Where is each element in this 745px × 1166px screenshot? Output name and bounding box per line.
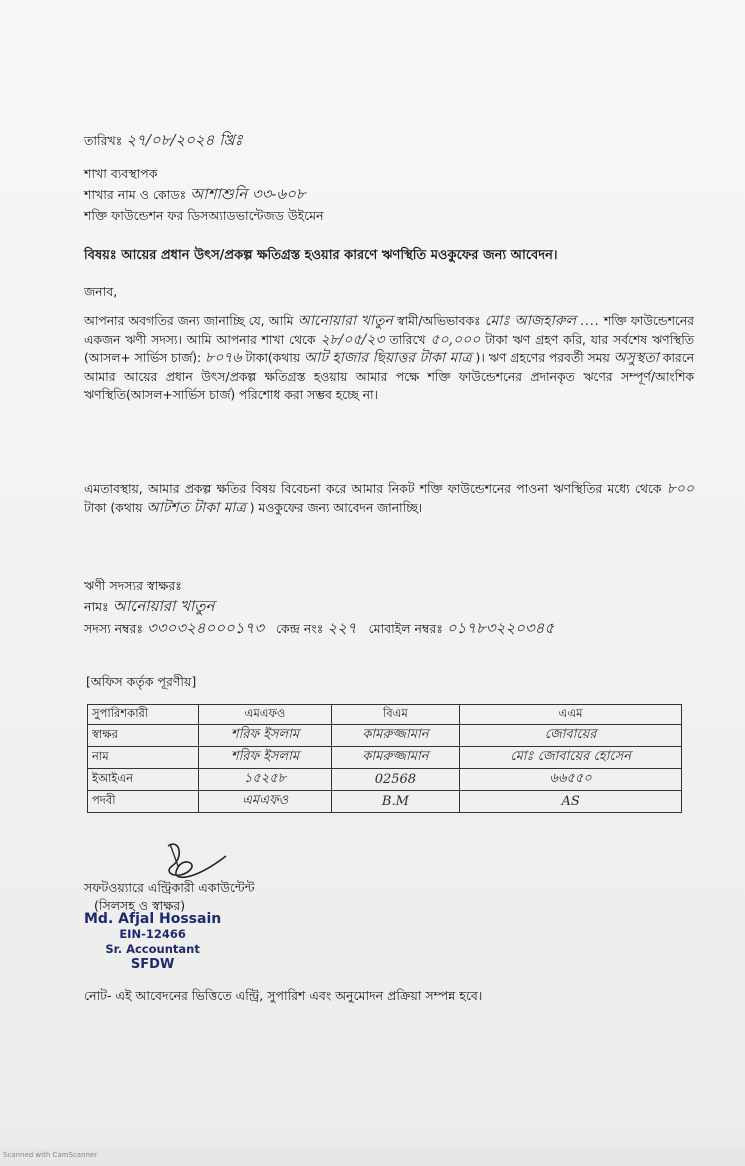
para1-text-6: টাকা(কথায় — [245, 351, 301, 365]
table-cell: কামরুজ্জামান — [331, 747, 460, 769]
member-name-handwritten: আনোয়ারা খাতুন — [297, 313, 393, 329]
para2-text-3: ) মওকুফের জন্য আবেদন জানাচ্ছি। — [249, 500, 423, 515]
table-cell: স্বাক্ষর — [88, 725, 199, 747]
accountant-stamp — [84, 912, 221, 972]
para1-text-7: )। ঋণ গ্রহণের পরবর্তী সময় — [475, 351, 610, 365]
branch-value: আশাশুনি ৩৩-৬০৮ — [190, 185, 306, 203]
table-cell: মোঃ জোবায়ের হোসেন — [460, 747, 682, 769]
table-cell: জোবায়ের — [460, 725, 682, 747]
waive-words-handwritten: আটশত টাকা মাত্র — [146, 499, 246, 516]
accountant-signature — [150, 836, 230, 886]
para1-text-5: টাকা ঋণ গ্রহণ করি, যার সর্বশেষ ঋণস্থিতি (আসল+ সার্ভিস চার্জ): — [84, 332, 694, 365]
stamp-designation: Sr. Accountant — [105, 942, 200, 956]
para2-text-2: টাকা (কথায় — [84, 500, 143, 515]
footer-note: নোট- এই আবেদনের ভিত্তিতে এন্ট্রি, সুপারিশ এবং অনুমোদন প্রক্রিয়া সম্পন্ন হবে। — [84, 988, 483, 1003]
table-cell: AS — [460, 791, 682, 813]
table-cell: ইআইএন — [88, 769, 199, 791]
subject-line: বিষয়ঃ আয়ের প্রধান উৎস/প্রকল্প ক্ষতিগ্রস্ত হওয়ার কারণে ঋণস্থিতি মওকুফের জন্য আবেদন। — [84, 248, 558, 263]
table-header-cell: এএম — [460, 705, 682, 725]
guardian-name-handwritten: মোঃ আজহারুল — [484, 313, 576, 329]
para2-text-1: এমতাবস্থায়, আমার প্রকল্প ক্ষতির বিষয় বিবেচনা করে আমার নিকট শক্তি ফাউন্ডেশনের পাওনা ঋণস্থিতির মধ্যে থেকে — [84, 482, 662, 496]
office-note: [অফিস কর্তৃক পূরণীয়] — [86, 674, 197, 689]
scanner-footer-bar — [0, 1148, 745, 1166]
table-cell: পদবী — [88, 791, 199, 813]
mobile-label: মোবাইল নম্বরঃ — [368, 621, 443, 636]
stamp-ein: EIN-12466 — [119, 927, 186, 941]
scanner-watermark: Scanned with CamScanner — [3, 1151, 98, 1159]
paragraph-2 — [84, 480, 694, 517]
para1-text-8: কারনে আমার আয়ের প্রধান উৎস/প্রকল্প ক্ষতিগ্রস্ত হওয়ায় আমার পক্ষে শক্তি ফাউন্ডেশনের প্রদানকৃত ঋণের সম্পূর্ণ/আংশিক ঋণস্থিতি(আসল+সার্ভিস চার্জ) পরিশোধ করা সম্ভব হচ্ছে না। — [84, 351, 694, 402]
table-header-cell: সুপারিশকারী — [88, 705, 199, 725]
table-cell: ৬৬৫৫০ — [460, 769, 682, 791]
loan-date-handwritten: ২৮/০৫/২৩ — [320, 331, 385, 348]
table-cell: শরিফ ইসলাম — [199, 747, 331, 769]
center-label: কেন্দ্র নংঃ — [275, 621, 324, 636]
member-no-value: ৩৩০৩২৪০০০১৭৩ — [147, 619, 265, 637]
reason-handwritten: অসুস্থতা — [613, 350, 659, 366]
branch-line — [84, 186, 306, 203]
table-cell: ১৫২৫৮ — [199, 769, 331, 791]
waive-amount-handwritten: ৮০০ — [666, 481, 694, 497]
table-cell: কামরুজ্জামান — [331, 725, 460, 747]
table-row — [88, 769, 682, 791]
accountant-seal-note: (সিলসহ ও স্বাক্ষর) — [94, 898, 186, 913]
table-cell: শরিফ ইসলাম — [199, 725, 331, 747]
date-line — [84, 132, 243, 149]
accountant-title: সফটওয়্যারে এন্ট্রিকারী একাউন্টেন্ট — [84, 880, 255, 895]
table-header-cell: এমএফও — [199, 705, 331, 725]
balance-words-handwritten: আট হাজার ছিয়াত্তর টাকা মাত্র — [303, 350, 472, 366]
table-header-row — [88, 705, 682, 725]
member-sign-label: ঋণী সদস্যর স্বাক্ষরঃ — [84, 578, 182, 593]
table-row — [88, 791, 682, 813]
recipient-title: শাখা ব্যবস্থাপক — [84, 166, 158, 181]
member-name-value: আনোয়ারা খাতুন — [112, 597, 215, 615]
table-cell: B.M — [331, 791, 460, 813]
para1-text-3: শক্তি ফাউন্ডেশনের একজন ঋণী সদস্য। আমি আপনার শাখা থেকে — [84, 314, 694, 347]
member-name-line — [84, 598, 214, 615]
balance-handwritten: ৮০৭৬ — [205, 350, 242, 366]
table-row — [88, 747, 682, 769]
date-label: তারিখঃ — [84, 133, 123, 148]
member-name-label: নামঃ — [84, 599, 109, 614]
member-numbers-line — [84, 620, 554, 637]
table-cell: 02568 — [331, 769, 460, 791]
loan-amount-handwritten: ৫০,০০০ — [430, 331, 481, 348]
table-cell: এমএফও — [199, 791, 331, 813]
mobile-value: ০১৭৮৩২২০৩৪৫ — [446, 619, 555, 637]
center-value: ২২৭ — [327, 619, 357, 637]
para1-text-4: তারিখে — [389, 332, 426, 347]
date-value: ২৭/০৮/২০২৪ খ্রিঃ — [126, 131, 243, 149]
stamp-org: SFDW — [130, 957, 175, 972]
recommendation-table — [87, 704, 682, 813]
stamp-name: Md. Afjal Hossain — [84, 911, 222, 927]
paragraph-1 — [84, 312, 694, 405]
table-row — [88, 725, 682, 747]
organization-name: শক্তি ফাউন্ডেশন ফর ডিসঅ্যাডভান্টেজড উইমেন — [84, 208, 324, 223]
para1-text-2: স্বামী/অভিভাবকঃ — [397, 314, 481, 328]
table-cell: নাম — [88, 747, 199, 769]
branch-label: শাখার নাম ও কোডঃ — [84, 187, 187, 202]
salutation: জনাব, — [84, 284, 118, 299]
table-header-cell: বিএম — [331, 705, 460, 725]
dotted-fill: .... — [580, 314, 600, 328]
para1-text-1: আপনার অবগতির জন্য জানাচ্ছি যে, আমি — [84, 314, 294, 328]
member-no-label: সদস্য নম্বরঃ — [84, 621, 144, 636]
